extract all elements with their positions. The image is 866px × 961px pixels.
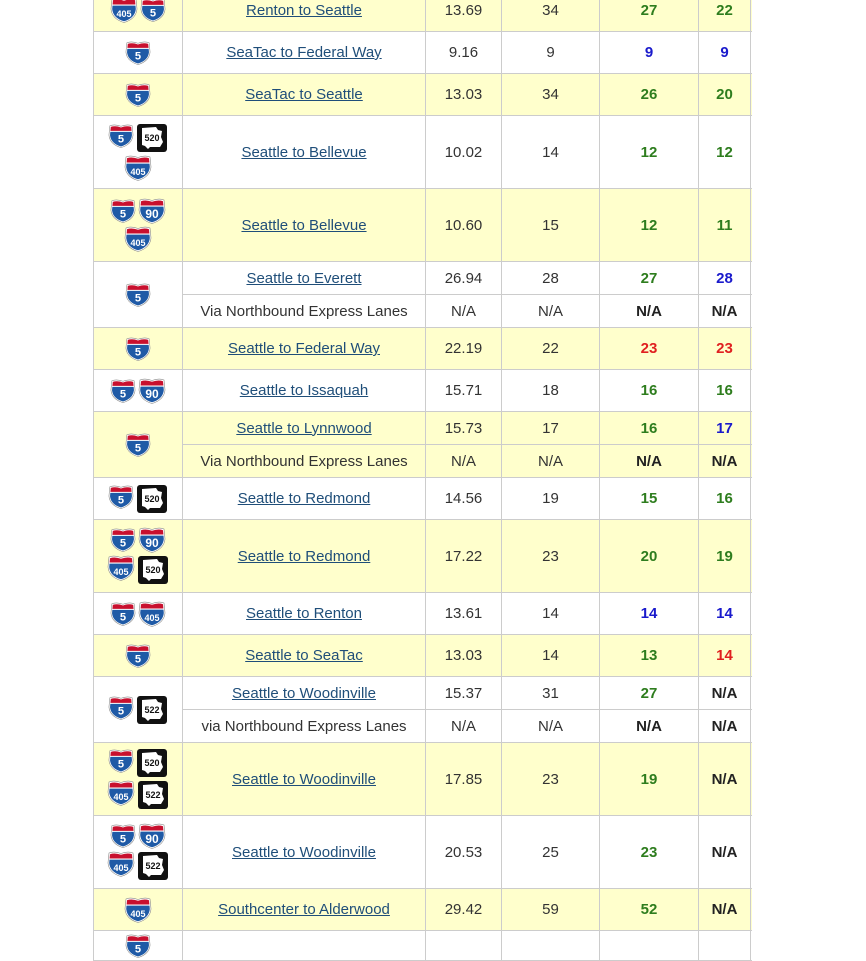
route-name-cell	[183, 478, 426, 519]
hov-time-cell: N/A	[699, 710, 751, 742]
route-link[interactable]: Seattle to Redmond	[237, 547, 371, 565]
table-row	[93, 635, 752, 677]
current-time-cell: 12	[600, 116, 699, 188]
route-name-cell	[183, 74, 426, 115]
sr-520-shield-icon	[136, 484, 168, 514]
current-time-cell: 9	[600, 32, 699, 73]
route-shields-cell	[93, 889, 183, 930]
average-time-cell: 18	[502, 370, 600, 411]
route-name-cell	[183, 677, 426, 709]
route-name-cell	[183, 412, 426, 444]
svg-text:5: 5	[134, 92, 142, 104]
distance-cell: 14.56	[426, 478, 502, 519]
current-time-cell	[600, 931, 699, 960]
svg-text:520: 520	[145, 565, 161, 575]
svg-text:5: 5	[117, 133, 125, 146]
route-note: via Northbound Express Lanes	[201, 717, 407, 735]
hov-time-cell: 28	[699, 262, 751, 294]
current-time-cell: 16	[600, 370, 699, 411]
route-shields-cell	[93, 74, 183, 115]
svg-text:5: 5	[117, 494, 125, 506]
svg-text:90: 90	[145, 832, 159, 846]
svg-text:405: 405	[130, 908, 146, 919]
route-link[interactable]: Seattle to Woodinville	[232, 684, 376, 702]
hov-time-cell: N/A	[699, 295, 751, 327]
route-name-cell	[183, 593, 426, 634]
hov-time-cell	[699, 931, 751, 960]
table-row	[93, 478, 752, 520]
route-shields-cell	[93, 262, 183, 327]
distance-cell: 15.37	[426, 677, 502, 709]
table-row	[93, 116, 752, 189]
route-name-cell	[183, 262, 426, 294]
table-row	[93, 931, 752, 961]
average-time-cell: N/A	[502, 295, 600, 327]
route-subrow	[183, 931, 752, 960]
sr-522-shield-icon	[137, 851, 169, 881]
distance-cell: 26.94	[426, 262, 502, 294]
route-subrow	[183, 328, 752, 369]
distance-cell	[426, 931, 502, 960]
table-row	[93, 816, 752, 889]
distance-cell: 10.02	[426, 116, 502, 188]
sr-520-shield-icon	[136, 123, 168, 153]
current-time-cell: 19	[600, 743, 699, 815]
svg-text:5: 5	[134, 442, 142, 454]
svg-text:5: 5	[134, 50, 142, 62]
svg-text:405: 405	[116, 9, 132, 19]
current-time-cell: 12	[600, 189, 699, 261]
distance-cell: 13.03	[426, 74, 502, 115]
table-row	[93, 0, 752, 32]
route-shields-cell	[93, 677, 183, 742]
interstate-5-shield-icon	[125, 40, 151, 66]
svg-text:5: 5	[119, 537, 127, 550]
sr-522-shield-icon	[137, 780, 169, 810]
route-name-cell	[183, 635, 426, 676]
current-time-cell: 13	[600, 635, 699, 676]
svg-text:522: 522	[144, 704, 160, 715]
hov-time-cell: 9	[699, 32, 751, 73]
route-subrow	[183, 32, 752, 73]
svg-text:5: 5	[134, 943, 142, 955]
route-link[interactable]: Seattle to Lynnwood	[236, 419, 372, 437]
current-time-cell: 15	[600, 478, 699, 519]
route-shields-cell	[93, 743, 183, 815]
table-row	[93, 677, 752, 743]
route-subrow	[183, 0, 752, 31]
route-shields-cell	[93, 478, 183, 519]
svg-text:405: 405	[130, 238, 146, 248]
distance-cell: 15.73	[426, 412, 502, 444]
route-name-cell	[183, 295, 426, 327]
route-name-cell	[183, 0, 426, 31]
route-name-cell	[183, 710, 426, 742]
route-subrow	[183, 635, 752, 676]
table-row	[93, 889, 752, 931]
table-row	[93, 520, 752, 593]
route-name-cell	[183, 370, 426, 411]
interstate-5-shield-icon	[125, 933, 151, 959]
interstate-5-shield-icon	[108, 123, 134, 149]
table-row	[93, 262, 752, 328]
interstate-405-shield-icon	[107, 780, 135, 806]
route-name-cell	[183, 889, 426, 930]
average-time-cell: 14	[502, 635, 600, 676]
hov-time-cell: N/A	[699, 445, 751, 477]
hov-time-cell: 22	[699, 0, 751, 31]
hov-time-cell: 17	[699, 412, 751, 444]
distance-cell: N/A	[426, 445, 502, 477]
svg-text:520: 520	[144, 133, 160, 143]
distance-cell: N/A	[426, 295, 502, 327]
route-subrow	[183, 116, 752, 188]
average-time-cell	[502, 931, 600, 960]
route-link[interactable]: Seattle to Renton	[246, 605, 362, 622]
interstate-90-shield-icon	[138, 823, 166, 849]
distance-cell: 13.69	[426, 0, 502, 31]
svg-text:522: 522	[145, 790, 161, 800]
distance-cell: 22.19	[426, 328, 502, 369]
table-row	[93, 370, 752, 412]
svg-text:405: 405	[113, 567, 129, 577]
route-subrow	[183, 294, 752, 327]
route-name-cell	[183, 116, 426, 188]
interstate-5-shield-icon	[108, 748, 134, 774]
current-time-cell: 26	[600, 74, 699, 115]
interstate-5-shield-icon	[140, 0, 166, 23]
interstate-5-shield-icon	[125, 643, 151, 669]
route-subrow	[183, 593, 752, 634]
current-time-cell: 27	[600, 262, 699, 294]
svg-text:520: 520	[144, 493, 160, 504]
hov-time-cell: 11	[699, 189, 751, 261]
route-shields-cell	[93, 189, 183, 261]
interstate-405-shield-icon	[107, 555, 135, 581]
distance-cell: 20.53	[426, 816, 502, 888]
interstate-5-shield-icon	[125, 336, 151, 362]
average-time-cell: 17	[502, 412, 600, 444]
route-name-cell	[183, 520, 426, 592]
route-shields-cell	[93, 816, 183, 888]
route-note: Via Northbound Express Lanes	[200, 302, 408, 320]
route-name-cell	[183, 816, 426, 888]
hov-time-cell: N/A	[699, 816, 751, 888]
route-subrow	[183, 412, 752, 444]
svg-text:5: 5	[117, 758, 125, 771]
interstate-405-shield-icon	[124, 897, 152, 923]
interstate-90-shield-icon	[138, 527, 166, 553]
current-time-cell: 52	[600, 889, 699, 930]
table-row	[93, 743, 752, 816]
distance-cell: 9.16	[426, 32, 502, 73]
route-subrow	[183, 74, 752, 115]
hov-time-cell: N/A	[699, 677, 751, 709]
route-subrow	[183, 743, 752, 815]
route-subrow	[183, 444, 752, 477]
route-link[interactable]: Seattle to Bellevue	[241, 143, 367, 161]
interstate-5-shield-icon	[110, 601, 136, 627]
hov-time-cell: 23	[699, 328, 751, 369]
average-time-cell: 34	[502, 0, 600, 31]
average-time-cell: 14	[502, 593, 600, 634]
table-row	[93, 412, 752, 478]
interstate-5-shield-icon	[110, 527, 136, 553]
current-time-cell: 27	[600, 0, 699, 31]
route-shields-cell	[93, 116, 183, 188]
svg-text:5: 5	[117, 705, 125, 717]
hov-time-cell: N/A	[699, 889, 751, 930]
distance-cell: 17.22	[426, 520, 502, 592]
route-link[interactable]: Renton to Seattle	[246, 1, 362, 19]
route-note: Via Northbound Express Lanes	[200, 452, 408, 470]
table-row	[93, 189, 752, 262]
route-link[interactable]: Seattle to Issaquah	[239, 382, 369, 399]
route-shields-cell	[93, 412, 183, 477]
route-name-cell	[183, 445, 426, 477]
average-time-cell: 23	[502, 743, 600, 815]
interstate-405-shield-icon	[107, 851, 135, 877]
route-name-cell	[183, 743, 426, 815]
sr-520-shield-icon	[136, 748, 168, 778]
route-shields-cell	[93, 635, 183, 676]
average-time-cell: 31	[502, 677, 600, 709]
svg-text:90: 90	[145, 207, 159, 221]
route-subrow	[183, 816, 752, 888]
interstate-405-shield-icon	[124, 155, 152, 181]
hov-time-cell: 14	[699, 593, 751, 634]
route-subrow	[183, 370, 752, 411]
route-shields-cell	[93, 328, 183, 369]
table-row	[93, 32, 752, 74]
distance-cell: N/A	[426, 710, 502, 742]
hov-time-cell: 12	[699, 116, 751, 188]
route-name-cell	[183, 328, 426, 369]
table-row	[93, 593, 752, 635]
route-subrow	[183, 520, 752, 592]
route-link[interactable]: SeaTac to Federal Way	[226, 44, 382, 61]
average-time-cell: 19	[502, 478, 600, 519]
interstate-5-shield-icon	[110, 198, 136, 224]
hov-time-cell: 16	[699, 478, 751, 519]
interstate-90-shield-icon	[138, 198, 166, 224]
route-name-cell	[183, 32, 426, 73]
route-name-cell	[183, 189, 426, 261]
svg-text:520: 520	[144, 758, 160, 768]
svg-text:90: 90	[145, 386, 159, 401]
svg-text:5: 5	[119, 208, 127, 221]
route-shields-cell	[93, 593, 183, 634]
svg-text:405: 405	[144, 612, 160, 623]
distance-cell: 10.60	[426, 189, 502, 261]
interstate-405-shield-icon	[138, 601, 166, 627]
svg-text:5: 5	[119, 388, 127, 400]
sr-522-shield-icon	[136, 695, 168, 725]
svg-text:522: 522	[145, 861, 161, 871]
interstate-5-shield-icon	[110, 823, 136, 849]
svg-text:405: 405	[113, 863, 129, 873]
svg-text:405: 405	[130, 167, 146, 177]
distance-cell: 17.85	[426, 743, 502, 815]
current-time-cell: 16	[600, 412, 699, 444]
interstate-5-shield-icon	[125, 82, 151, 108]
route-link[interactable]: SeaTac to Seattle	[245, 86, 363, 103]
route-name-cell	[183, 931, 426, 960]
route-link[interactable]: Seattle to Woodinville	[232, 770, 376, 788]
average-time-cell: 9	[502, 32, 600, 73]
table-row	[93, 328, 752, 370]
interstate-5-shield-icon	[125, 282, 151, 308]
average-time-cell: 59	[502, 889, 600, 930]
distance-cell: 13.03	[426, 635, 502, 676]
route-subrow	[183, 189, 752, 261]
route-link[interactable]: Southcenter to Alderwood	[218, 901, 390, 918]
route-link[interactable]: Seattle to Bellevue	[241, 216, 367, 234]
route-shields-cell	[93, 931, 183, 960]
svg-text:5: 5	[119, 611, 127, 623]
current-time-cell: N/A	[600, 710, 699, 742]
current-time-cell: N/A	[600, 295, 699, 327]
route-shields-cell	[93, 370, 183, 411]
hov-time-cell: 14	[699, 635, 751, 676]
svg-text:5: 5	[134, 292, 142, 304]
route-shields-cell	[93, 32, 183, 73]
svg-text:5: 5	[134, 346, 142, 358]
route-link[interactable]: Seattle to Woodinville	[232, 843, 376, 861]
route-shields-cell	[93, 520, 183, 592]
current-time-cell: 27	[600, 677, 699, 709]
hov-time-cell: 20	[699, 74, 751, 115]
table-row	[93, 74, 752, 116]
interstate-5-shield-icon	[125, 432, 151, 458]
current-time-cell: 23	[600, 328, 699, 369]
interstate-405-shield-icon	[124, 226, 152, 252]
hov-time-cell: 19	[699, 520, 751, 592]
distance-cell: 15.71	[426, 370, 502, 411]
svg-text:90: 90	[145, 536, 159, 550]
svg-text:405: 405	[113, 792, 129, 802]
route-shields-cell	[93, 0, 183, 31]
route-link[interactable]: Seattle to Everett	[246, 269, 362, 287]
average-time-cell: 28	[502, 262, 600, 294]
current-time-cell: 14	[600, 593, 699, 634]
route-subrow	[183, 677, 752, 709]
interstate-5-shield-icon	[108, 695, 134, 721]
route-subrow	[183, 478, 752, 519]
hov-time-cell: 16	[699, 370, 751, 411]
interstate-5-shield-icon	[108, 484, 134, 510]
route-link[interactable]: Seattle to Federal Way	[227, 340, 380, 357]
average-time-cell: 25	[502, 816, 600, 888]
route-link[interactable]: Seattle to Redmond	[237, 490, 371, 507]
interstate-5-shield-icon	[110, 378, 136, 404]
hov-time-cell: N/A	[699, 743, 751, 815]
distance-cell: 13.61	[426, 593, 502, 634]
interstate-90-shield-icon	[138, 378, 166, 404]
average-time-cell: N/A	[502, 710, 600, 742]
current-time-cell: 23	[600, 816, 699, 888]
svg-text:5: 5	[119, 833, 127, 846]
current-time-cell: N/A	[600, 445, 699, 477]
distance-cell: 29.42	[426, 889, 502, 930]
route-link[interactable]: Seattle to SeaTac	[245, 647, 363, 664]
route-subrow	[183, 889, 752, 930]
average-time-cell: 23	[502, 520, 600, 592]
average-time-cell: 14	[502, 116, 600, 188]
travel-times-table	[93, 0, 752, 961]
route-subrow	[183, 262, 752, 294]
current-time-cell: 20	[600, 520, 699, 592]
average-time-cell: N/A	[502, 445, 600, 477]
average-time-cell: 15	[502, 189, 600, 261]
average-time-cell: 34	[502, 74, 600, 115]
svg-text:5: 5	[134, 653, 142, 665]
route-subrow	[183, 709, 752, 742]
average-time-cell: 22	[502, 328, 600, 369]
sr-520-shield-icon	[137, 555, 169, 585]
interstate-405-shield-icon	[110, 0, 138, 23]
svg-text:5: 5	[149, 7, 157, 20]
